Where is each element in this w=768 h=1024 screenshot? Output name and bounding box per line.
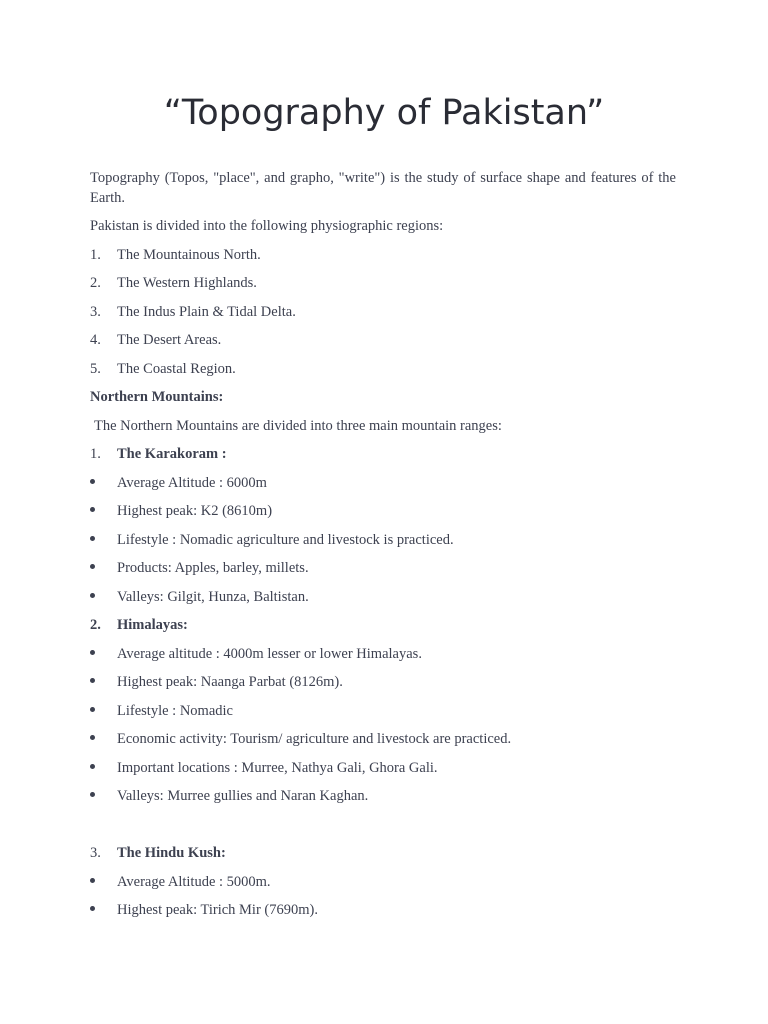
- blank-line: [90, 815, 676, 844]
- bullet-icon: [90, 735, 95, 740]
- list-item: [90, 330, 676, 359]
- section-lead: [90, 416, 676, 445]
- bullet-icon: [90, 764, 95, 769]
- subsection-heading: [90, 843, 676, 872]
- hindu-kush-heading: The Hindu Kush:: [117, 845, 226, 861]
- bullet-text: Important locations : Murree, Nathya Gali, Ghora Gali.: [117, 759, 438, 776]
- bullet-item: [90, 786, 676, 815]
- list-item-text: The Desert Areas.: [117, 332, 222, 348]
- bullet-item: [90, 558, 676, 587]
- bullet-item: [90, 644, 676, 673]
- regions-lead: [90, 216, 676, 245]
- bullet-icon: [90, 564, 95, 569]
- document-body: [90, 168, 676, 929]
- bullet-text: Average Altitude : 5000m.: [117, 873, 271, 890]
- bullet-item: [90, 530, 676, 559]
- bullet-icon: [90, 678, 95, 683]
- regions-lead-text: Pakistan is divided into the following physiographic regions:: [90, 218, 444, 234]
- subsection-heading: [90, 444, 676, 473]
- bullet-item: [90, 701, 676, 730]
- bullet-text: Products: Apples, barley, millets.: [117, 560, 309, 576]
- topography-definition: Topography (Topos, "place", and grapho, "write") is the study of surface shape and features of the Earth.: [90, 170, 676, 206]
- subsection-heading: [90, 615, 676, 644]
- list-item-text: The Coastal Region.: [117, 360, 236, 377]
- bullet-text: Highest peak: K2 (8610m): [117, 503, 273, 519]
- list-number: 1.: [90, 446, 101, 462]
- bullet-item: [90, 587, 676, 616]
- bullet-item: [90, 473, 676, 502]
- himalayas-heading: Himalayas:: [117, 617, 188, 633]
- section-heading: [90, 387, 676, 416]
- bullet-text: Valleys: Murree gullies and Naran Kaghan.: [117, 788, 369, 804]
- bullet-item: [90, 672, 676, 701]
- bullet-item: [90, 729, 676, 758]
- bullet-text: Lifestyle : Nomadic agriculture and livestock is practiced.: [117, 531, 454, 548]
- list-item: [90, 302, 676, 331]
- bullet-icon: [90, 593, 95, 598]
- list-item-text: The Mountainous North.: [117, 246, 261, 263]
- bullet-icon: [90, 479, 95, 484]
- bullet-item: [90, 872, 676, 901]
- bullet-item: [90, 501, 676, 530]
- list-number: 2.: [90, 617, 101, 633]
- list-number: 3.: [90, 303, 101, 320]
- bullet-icon: [90, 536, 95, 541]
- bullet-icon: [90, 906, 95, 911]
- bullet-item: [90, 758, 676, 787]
- document-title: “Topography of Pakistan”: [163, 93, 605, 133]
- list-item: [90, 245, 676, 274]
- list-number: 2.: [90, 275, 101, 291]
- northern-mountains-lead: The Northern Mountains are divided into three main mountain ranges:: [94, 417, 502, 434]
- list-number: 4.: [90, 332, 101, 348]
- list-number: 5.: [90, 360, 101, 377]
- list-item: [90, 273, 676, 302]
- bullet-text: Highest peak: Naanga Parbat (8126m).: [117, 674, 343, 690]
- bullet-icon: [90, 878, 95, 883]
- karakoram-heading: The Karakoram :: [117, 446, 227, 462]
- list-item-text: The Indus Plain & Tidal Delta.: [117, 303, 296, 320]
- bullet-icon: [90, 650, 95, 655]
- northern-mountains-heading: Northern Mountains:: [90, 389, 224, 405]
- bullet-text: Economic activity: Tourism/ agriculture and livestock are practiced.: [117, 731, 512, 747]
- bullet-item: [90, 900, 676, 929]
- bullet-icon: [90, 707, 95, 712]
- bullet-text: Lifestyle : Nomadic: [117, 702, 233, 719]
- list-item-text: The Western Highlands.: [117, 275, 257, 291]
- list-item: [90, 359, 676, 388]
- list-number: 3.: [90, 845, 101, 861]
- bullet-text: Average Altitude : 6000m: [117, 474, 267, 491]
- bullet-icon: [90, 792, 95, 797]
- bullet-text: Average altitude : 4000m lesser or lower Himalayas.: [117, 645, 422, 662]
- bullet-text: Highest peak: Tirich Mir (7690m).: [117, 902, 318, 918]
- bullet-text: Valleys: Gilgit, Hunza, Baltistan.: [117, 588, 309, 605]
- bullet-icon: [90, 507, 95, 512]
- list-number: 1.: [90, 246, 101, 263]
